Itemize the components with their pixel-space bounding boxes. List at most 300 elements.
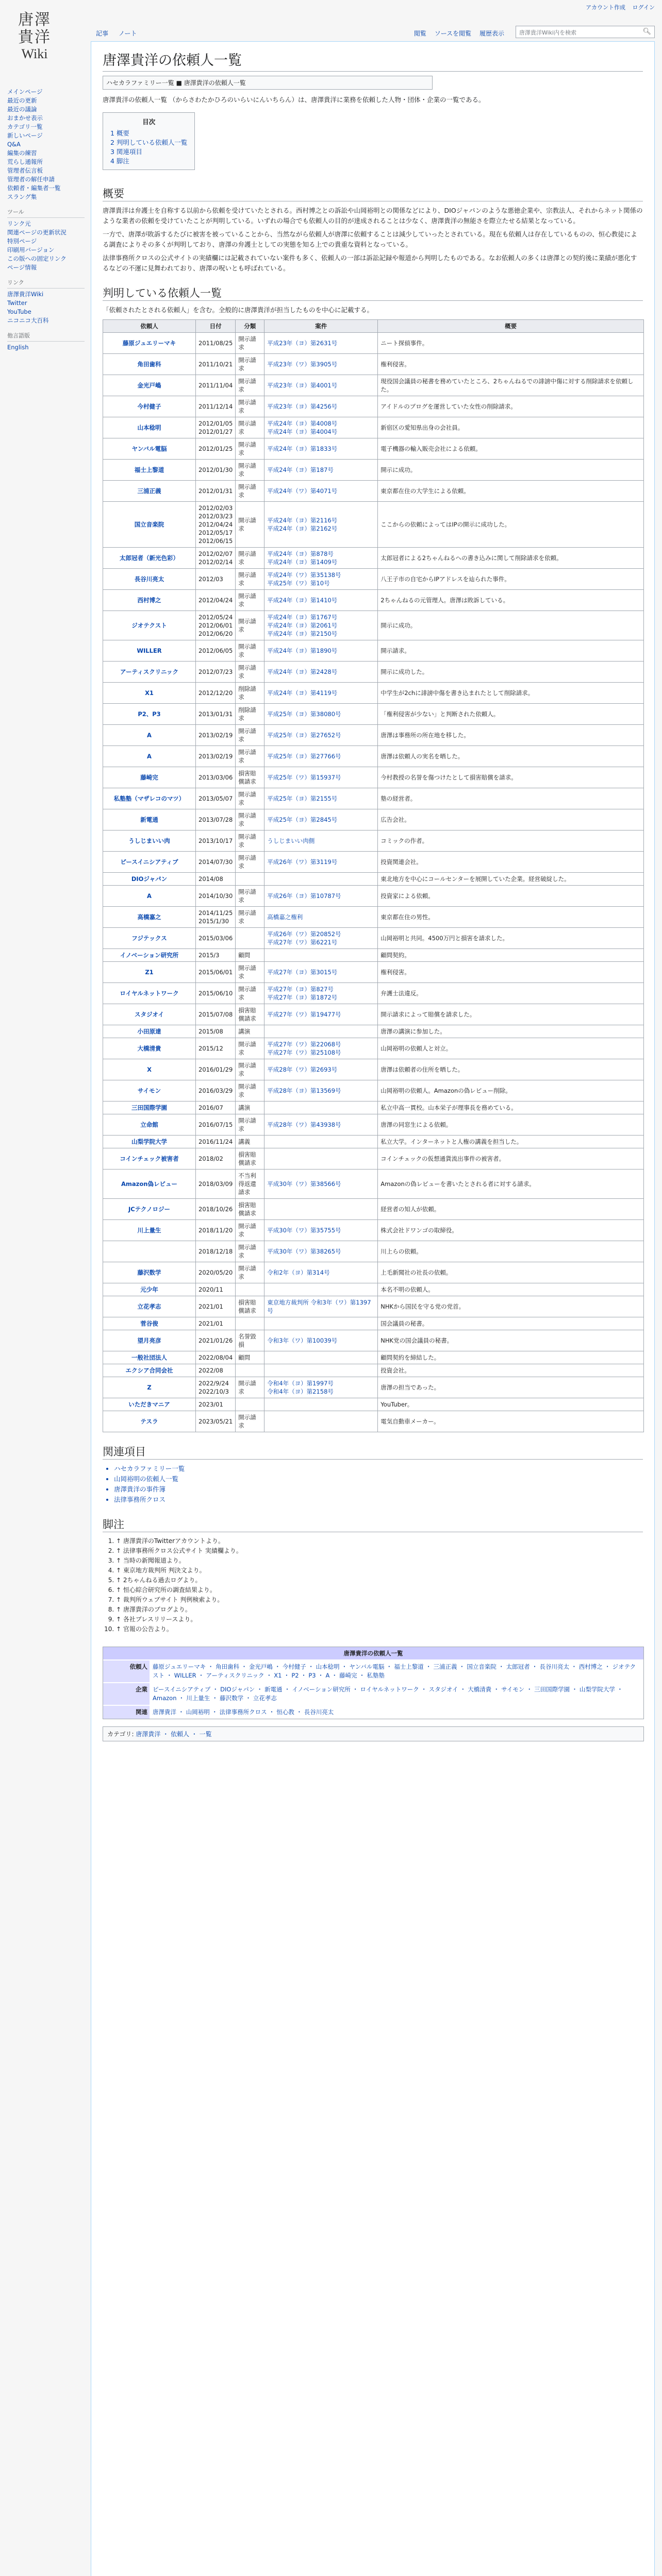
- case-cell[interactable]: 平成24年（ワ）第35138号 平成25年（ワ）第10号: [264, 569, 378, 590]
- table-row: [103, 375, 644, 396]
- sidebar-item[interactable]: 編集の練習: [7, 149, 37, 157]
- client-name-cell[interactable]: 望月亮彦: [103, 1330, 196, 1351]
- summary-cell: 開示に成功。: [378, 611, 644, 640]
- case-cell[interactable]: 東京地方裁判所 令和3年（ワ）第1397号: [264, 1296, 378, 1317]
- case-cell[interactable]: 令和4年（ヨ）第1997号 令和4年（ヨ）第2158号: [264, 1377, 378, 1398]
- related-links: [114, 1464, 643, 1505]
- client-name-cell[interactable]: サイモン: [103, 1080, 196, 1101]
- client-name-cell[interactable]: 元少年: [103, 1283, 196, 1296]
- category-cell: 開示請求: [236, 1241, 264, 1262]
- client-name-cell[interactable]: 長谷川亮太: [103, 569, 196, 590]
- case-cell[interactable]: 平成24年（ヨ）第187号: [264, 460, 378, 481]
- category-cell: 開示請求: [236, 1059, 264, 1080]
- summary-cell: 今村教授の名誉を傷つけたとして損害賠償を請求。: [378, 767, 644, 788]
- navbox: [103, 1647, 644, 1719]
- sidebar-tool-item[interactable]: リンク元: [7, 220, 31, 227]
- toc-item[interactable]: 3 関連項目: [110, 148, 142, 156]
- client-name-cell[interactable]: ロイヤルネットワーク: [103, 983, 196, 1004]
- case-cell[interactable]: 平成26年（ワ）第20852号 平成27年（ワ）第6221号: [264, 928, 378, 949]
- case-cell[interactable]: [264, 1101, 378, 1114]
- date-cell: 2018/03/09: [196, 1170, 236, 1199]
- sidebar-item[interactable]: 管理者の解任申請: [7, 176, 55, 183]
- case-cell[interactable]: 平成24年（ヨ）第1767号 平成24年（ヨ）第2061号 平成24年（ヨ）第2150号: [264, 611, 378, 640]
- date-cell: 2011/11/04: [196, 375, 236, 396]
- date-cell: 2022/9/24 2022/10/3: [196, 1377, 236, 1398]
- client-name-cell[interactable]: いただきマニア: [103, 1398, 196, 1411]
- case-cell[interactable]: 平成27年（ヨ）第3015号: [264, 962, 378, 983]
- navbox-row: [103, 1682, 643, 1705]
- sidebar-item[interactable]: スラング集: [7, 193, 37, 200]
- summary-cell: 私立大学。インターネットと人権の講義を担当した。: [378, 1136, 644, 1148]
- overview-paragraph-1: 唐澤貴洋は弁護士を自称する以前から依頼を受けていたとされる。西村博之との訴訟や山岡裕明との関係などにより、DIOジャパンのような悪徳企業や、宗教法人、それからネット関係のような業者の依頼を受けていたことが判明している。いずれの場合でも依頼人の目的が達成されることは少なく、唐澤貴洋の無能さを際立たせる結果となっている。: [103, 207, 643, 225]
- date-cell: 2021/01/26: [196, 1330, 236, 1351]
- related-link[interactable]: • ハセカラファミリー一覧: [114, 1464, 643, 1474]
- category-cell: 講演: [236, 1025, 264, 1038]
- tab-talk[interactable]: ノート: [118, 30, 137, 37]
- category-cell: 不当利得返還請求: [236, 1170, 264, 1199]
- toc-items: [110, 128, 187, 165]
- sidebar-tool-item[interactable]: 特別ページ: [7, 238, 37, 245]
- date-cell: 2015/08: [196, 1025, 236, 1038]
- case-cell[interactable]: 平成24年（ヨ）第4008号 平成24年（ヨ）第4004号: [264, 417, 378, 438]
- client-name-cell[interactable]: 高橋嘉之: [103, 907, 196, 928]
- navbox-row: [103, 1705, 643, 1719]
- client-name-cell[interactable]: Amazon偽レビュー: [103, 1170, 196, 1199]
- client-name-cell[interactable]: 立命館: [103, 1114, 196, 1136]
- category-cell: 開示請求: [236, 417, 264, 438]
- client-name-cell[interactable]: X: [103, 1059, 196, 1080]
- client-name-cell[interactable]: 今村健子: [103, 396, 196, 417]
- case-cell[interactable]: 平成25年（ワ）第15937号: [264, 767, 378, 788]
- case-cell[interactable]: [264, 1199, 378, 1220]
- col-date[interactable]: 日付: [196, 320, 236, 333]
- case-cell[interactable]: 平成24年（ヨ）第4119号: [264, 683, 378, 704]
- sidebar-item[interactable]: Q&A: [7, 141, 21, 148]
- client-name-cell[interactable]: X1: [103, 683, 196, 704]
- category-cell: 開示請求: [236, 375, 264, 396]
- category-label: カテゴリ: [107, 1731, 132, 1738]
- tab-history[interactable]: 履歴表示: [479, 30, 504, 37]
- client-name-cell[interactable]: 西村博之: [103, 590, 196, 611]
- client-name-cell[interactable]: 国立音楽院: [103, 502, 196, 548]
- case-cell[interactable]: [264, 1398, 378, 1411]
- sidebar-item[interactable]: 管理者伝言板: [7, 167, 43, 174]
- client-name-cell[interactable]: アーティスクリニック: [103, 662, 196, 683]
- table-row: [103, 683, 644, 704]
- case-cell[interactable]: 平成27年（ワ）第19477号: [264, 1004, 378, 1025]
- case-cell[interactable]: 平成25年（ヨ）第27652号: [264, 725, 378, 746]
- table-row: [103, 438, 644, 460]
- client-name-cell[interactable]: 川上量生: [103, 1220, 196, 1241]
- date-cell: 2022/08: [196, 1364, 236, 1377]
- date-cell: 2018/02: [196, 1148, 236, 1170]
- case-cell[interactable]: 平成25年（ヨ）第38080号: [264, 704, 378, 725]
- col-client[interactable]: 依頼人: [103, 320, 196, 333]
- summary-cell: 東京都在住の男性。: [378, 907, 644, 928]
- client-name-cell[interactable]: エクシア合同会社: [103, 1364, 196, 1377]
- client-name-cell[interactable]: ジオテクスト: [103, 611, 196, 640]
- footnote-item: 5. ↑ 2ちゃんねる過去ログより。: [116, 1575, 643, 1585]
- summary-cell: 投資関連会社。: [378, 852, 644, 873]
- date-cell: 2023/05/21: [196, 1411, 236, 1432]
- sidebar-link-item[interactable]: YouTube: [7, 308, 31, 315]
- case-cell[interactable]: 平成28年（ヨ）第13569号: [264, 1080, 378, 1101]
- toc-item[interactable]: 4 脚注: [110, 157, 129, 165]
- sidebar-tools: [7, 219, 85, 272]
- category-cell: 開示請求: [236, 333, 264, 354]
- case-cell[interactable]: [264, 1364, 378, 1377]
- case-cell[interactable]: 令和3年（ワ）第10039号: [264, 1330, 378, 1351]
- client-name-cell[interactable]: 新電通: [103, 809, 196, 831]
- table-row: [103, 746, 644, 767]
- case-cell[interactable]: 平成23年（ワ）第3905号: [264, 354, 378, 375]
- summary-cell: 東京都在住の大学生による依頼。: [378, 481, 644, 502]
- sidebar-tool-item[interactable]: 関連ページの更新状況: [7, 229, 67, 236]
- table-row: [103, 1296, 644, 1317]
- case-cell[interactable]: うしじまいい肉側: [264, 831, 378, 852]
- date-cell: 2023/01: [196, 1398, 236, 1411]
- date-cell: 2012/02/07 2012/02/14: [196, 548, 236, 569]
- case-cell[interactable]: 平成24年（ヨ）第878号 平成24年（ヨ）第1409号: [264, 548, 378, 569]
- tab-view-source[interactable]: ソースを閲覧: [434, 30, 472, 37]
- category-cell: 開示請求: [236, 983, 264, 1004]
- site-logo[interactable]: [6, 11, 63, 68]
- table-row: [103, 1330, 644, 1351]
- search-icon[interactable]: 🔍︎: [642, 28, 651, 36]
- date-cell: 2016/01/29: [196, 1059, 236, 1080]
- category-cell: [236, 1317, 264, 1330]
- category-cell: [236, 928, 264, 949]
- date-cell: 2015/06/10: [196, 983, 236, 1004]
- summary-cell: 弁護士法違反。: [378, 983, 644, 1004]
- date-cell: 2016/11/24: [196, 1136, 236, 1148]
- sidebar-item[interactable]: 依頼者・編集者一覧: [7, 184, 61, 192]
- case-cell[interactable]: [264, 949, 378, 962]
- footnote-item: 8. ↑ 唐澤貴洋のブログより。: [116, 1605, 643, 1615]
- summary-cell: 開示に成功。: [378, 460, 644, 481]
- summary-cell: 株式会社ドワンゴの取締役。: [378, 1220, 644, 1241]
- case-cell[interactable]: 平成23年（ヨ）第2631号: [264, 333, 378, 354]
- table-row: [103, 1283, 644, 1296]
- case-cell[interactable]: 平成25年（ヨ）第2155号: [264, 788, 378, 809]
- date-cell: 2016/03/29: [196, 1080, 236, 1101]
- client-name-cell[interactable]: スタジオイ: [103, 1004, 196, 1025]
- table-row: [103, 1025, 644, 1038]
- category-list[interactable]: 唐澤貴洋 ・ 依頼人 ・ 一覧: [136, 1731, 212, 1738]
- toc-item[interactable]: 1 概要: [110, 129, 129, 137]
- date-cell: 2016/07/15: [196, 1114, 236, 1136]
- summary-cell: NHK党の国会議員の秘書。: [378, 1330, 644, 1351]
- category-cell: 開示請求: [236, 640, 264, 662]
- footnote-item: 3. ↑ 当時の新聞報道より。: [116, 1556, 643, 1566]
- case-cell[interactable]: [264, 1317, 378, 1330]
- date-cell: 2012/05/24 2012/06/01 2012/06/20: [196, 611, 236, 640]
- sidebar-item[interactable]: メインページ: [7, 88, 43, 95]
- sidebar-item[interactable]: 新しいページ: [7, 132, 43, 139]
- category-cell: [236, 873, 264, 886]
- sidebar-item[interactable]: 荒らし通報所: [7, 158, 43, 165]
- case-cell[interactable]: [264, 1136, 378, 1148]
- table-row: [103, 767, 644, 788]
- case-cell[interactable]: [264, 1283, 378, 1296]
- client-name-cell[interactable]: 藤崎完: [103, 767, 196, 788]
- category-cell: 開示請求: [236, 590, 264, 611]
- table-row: [103, 354, 644, 375]
- table-row: [103, 907, 644, 928]
- summary-cell: 顧問契約を締結した。: [378, 1351, 644, 1364]
- summary-cell: コミックの作者。: [378, 831, 644, 852]
- toc-title: 目次: [142, 118, 156, 126]
- sidebar-link-item[interactable]: Twitter: [7, 299, 27, 307]
- date-cell: 2012/01/30: [196, 460, 236, 481]
- summary-cell: 八王子市の自宅からIPアドレスを辿られた事件。: [378, 569, 644, 590]
- case-cell[interactable]: 平成30年（ワ）第38566号: [264, 1170, 378, 1199]
- sidebar-main-nav: [7, 88, 85, 201]
- navbox-title[interactable]: 唐澤貴洋の依頼人一覧: [103, 1647, 643, 1659]
- category-cell: 講義: [236, 1136, 264, 1148]
- category-cell: 開示請求: [236, 1114, 264, 1136]
- category-cell: 開示請求: [236, 886, 264, 907]
- footnote-item: 10. ↑ 官報の公告より。: [116, 1624, 643, 1634]
- client-name-cell[interactable]: Z: [103, 1377, 196, 1398]
- col-summary[interactable]: 概要: [378, 320, 644, 333]
- case-cell[interactable]: 平成24年（ヨ）第1410号: [264, 590, 378, 611]
- client-name-cell[interactable]: DIOジャパン: [103, 873, 196, 886]
- related-link[interactable]: • 山岡裕明の依頼人一覧: [114, 1474, 643, 1484]
- client-name-cell[interactable]: 太郎冠者（新光色彩）: [103, 548, 196, 569]
- date-cell: 2018/10/26: [196, 1199, 236, 1220]
- sidebar-item[interactable]: 最近の議論: [7, 106, 37, 113]
- client-name-cell[interactable]: 山本稔明: [103, 417, 196, 438]
- navbox-list[interactable]: 藤原ジュエリーマキ ・ 角田歯科 ・ 金光戸嶋 ・ 今村健子 ・ 山本稔明 ・ ヤンバル電脳 ・ 福士上黎道 ・ 三浦正義 ・ 国立音楽院 ・ 太郎冠者 ・ 長谷川亮太 ・ 西村博之 ・ ジオテクスト ・ WILLER ・ アーティスクリニック ・ X1 ・ P2 ・ P3 ・ A ・ 藤崎完 ・ 私塾塾: [150, 1660, 643, 1682]
- date-cell: 2012/02/03 2012/03/23 2012/04/24 2012/05/17 2012/06/15: [196, 502, 236, 548]
- tab-article[interactable]: 記事: [96, 30, 109, 37]
- category-cell: 開示請求: [236, 548, 264, 569]
- date-cell: 2012/01/05 2012/01/27: [196, 417, 236, 438]
- summary-cell: 私立中高一貫校。山本栄子が理事長を務めている。: [378, 1101, 644, 1114]
- client-name-cell[interactable]: Z1: [103, 962, 196, 983]
- table-row: [103, 1398, 644, 1411]
- navbox-list[interactable]: ピースイニシアティブ ・ DIOジャパン ・ 新電通 ・ イノベーション研究所 ・ ロイヤルネットワーク ・ スタジオイ ・ 大橋清貴 ・ サイモン ・ 三田国際学園 ・ 山梨学院大学 ・ Amazon ・ 川上量生 ・ 藤沢数学 ・ 立花孝志: [150, 1683, 643, 1705]
- client-name-cell[interactable]: 藤原ジュエリーマキ: [103, 333, 196, 354]
- case-cell[interactable]: 平成24年（ワ）第4071号: [264, 481, 378, 502]
- date-cell: 2016/07: [196, 1101, 236, 1114]
- category-cell: 開示請求: [236, 788, 264, 809]
- client-name-cell[interactable]: [103, 1241, 196, 1262]
- client-name-cell[interactable]: 立花孝志: [103, 1296, 196, 1317]
- client-name-cell[interactable]: イノベーション研究所: [103, 949, 196, 962]
- navbox-list[interactable]: 唐澤貴洋 ・ 山岡裕明 ・ 法律事務所クロス ・ 恒心教 ・ 長谷川亮太: [150, 1706, 643, 1719]
- summary-cell: 国会議員の秘書。: [378, 1317, 644, 1330]
- case-cell[interactable]: 平成27年（ワ）第22068号 平成27年（ワ）第25108号: [264, 1038, 378, 1059]
- case-cell[interactable]: 平成30年（ワ）第38265号: [264, 1241, 378, 1262]
- client-name-cell[interactable]: テスラ: [103, 1411, 196, 1432]
- table-row: [103, 1220, 644, 1241]
- table-row: [103, 1059, 644, 1080]
- client-name-cell[interactable]: 一般社団法人: [103, 1351, 196, 1364]
- date-cell: 2014/07/30: [196, 852, 236, 873]
- table-of-contents: [103, 112, 195, 170]
- client-name-cell[interactable]: 小田原達: [103, 1025, 196, 1038]
- case-cell[interactable]: 平成26年（ワ）第3119号: [264, 852, 378, 873]
- overview-paragraph-3: 法律事務所クロスの公式サイトの実績欄には記載されていない案件も多く、依頼人の一部は訴訟記録や報道から判明したものである。なお依頼人の多くは唐澤との契約後に業績が悪化するなどの不運に見舞われており、唐澤の呪いとも呼ばれている。: [103, 254, 637, 272]
- summary-cell: 開示請求によって賠償を請求した。: [378, 1004, 644, 1025]
- summary-cell: 経営者の知人が依頼。: [378, 1199, 644, 1220]
- sidebar-link-item[interactable]: 唐澤貴洋Wiki: [7, 291, 44, 298]
- table-row: [103, 569, 644, 590]
- client-name-cell[interactable]: フジテックス: [103, 928, 196, 949]
- case-cell[interactable]: 平成24年（ヨ）第1833号: [264, 438, 378, 460]
- client-name-cell[interactable]: うしじまいい肉: [103, 831, 196, 852]
- sidebar-item[interactable]: 最近の更新: [7, 97, 37, 104]
- case-cell[interactable]: 平成26年（ヨ）第10787号: [264, 886, 378, 907]
- category-cell: 開示請求: [236, 725, 264, 746]
- client-name-cell[interactable]: 大橋清貴: [103, 1038, 196, 1059]
- date-cell: 2015/3: [196, 949, 236, 962]
- sidebar-tools-heading: ツール: [7, 208, 85, 218]
- summary-cell: Amazonの偽レビューを書いたとされる者に対する請求。: [378, 1170, 644, 1199]
- case-cell[interactable]: 平成27年（ヨ）第827号 平成27年（ヨ）第1872号: [264, 983, 378, 1004]
- table-row: [103, 886, 644, 907]
- date-cell: 2012/03: [196, 569, 236, 590]
- category-cell: [236, 1364, 264, 1377]
- sidebar-tool-item[interactable]: ページ情報: [7, 264, 37, 271]
- case-cell[interactable]: [264, 1025, 378, 1038]
- category-cell: [236, 1398, 264, 1411]
- client-name-cell[interactable]: A: [103, 886, 196, 907]
- client-name-cell[interactable]: 角田歯科: [103, 354, 196, 375]
- related-link[interactable]: • 唐澤貴洋の事件簿: [114, 1484, 643, 1495]
- case-cell[interactable]: 平成24年（ヨ）第2428号: [264, 662, 378, 683]
- table-row: [103, 333, 644, 354]
- sidebar-tool-item[interactable]: この版への固定リンク: [7, 255, 67, 262]
- date-cell: 2011/12/14: [196, 396, 236, 417]
- summary-cell: ニート探偵事件。: [378, 333, 644, 354]
- table-row: [103, 928, 644, 949]
- summary-cell: 投資会社。: [378, 1364, 644, 1377]
- footnote-item: 4. ↑ 東京地方裁判所 判決文より。: [116, 1566, 643, 1575]
- case-cell[interactable]: 令和2年（ヨ）第314号: [264, 1262, 378, 1283]
- sidebar-item[interactable]: おまかせ表示: [7, 114, 43, 122]
- client-name-cell[interactable]: JCテクノロジー: [103, 1199, 196, 1220]
- col-category[interactable]: 分類: [236, 320, 264, 333]
- case-cell[interactable]: 平成30年（ワ）第35755号: [264, 1220, 378, 1241]
- personal-tools: [581, 3, 655, 11]
- summary-cell: 山岡裕明の依頼人。Amazonの偽レビュー削除。: [378, 1080, 644, 1101]
- client-name-cell[interactable]: 金光戸嶋: [103, 375, 196, 396]
- table-row: [103, 1364, 644, 1377]
- related-link[interactable]: • 法律事務所クロス: [114, 1495, 643, 1505]
- sidebar-links-heading: リンク: [7, 278, 85, 289]
- date-cell: 2013/05/07: [196, 788, 236, 809]
- section-list-heading: 判明している依頼人一覧: [103, 285, 643, 301]
- summary-cell: 唐澤の同窓生による依頼。: [378, 1114, 644, 1136]
- client-name-cell[interactable]: 菅谷俊: [103, 1317, 196, 1330]
- tab-read[interactable]: 閲覧: [413, 30, 426, 37]
- table-row: [103, 1170, 644, 1199]
- client-name-cell[interactable]: ヤンバル電脳: [103, 438, 196, 460]
- case-cell[interactable]: 平成25年（ヨ）第27766号: [264, 746, 378, 767]
- sidebar-other: [7, 343, 85, 352]
- table-row: [103, 1136, 644, 1148]
- summary-cell: 電子機器の輸入販売会社による依頼。: [378, 438, 644, 460]
- footnote-item: 9. ↑ 各社プレスリリースより。: [116, 1615, 643, 1624]
- date-cell: 2013/07/28: [196, 809, 236, 831]
- client-name-cell[interactable]: 三浦正義: [103, 481, 196, 502]
- sidebar-language-item[interactable]: English: [7, 344, 29, 351]
- summary-cell: ここからの依頼によってはIPの開示に成功した。: [378, 502, 644, 548]
- table-row: [103, 1114, 644, 1136]
- client-name-cell[interactable]: 福士上黎道: [103, 460, 196, 481]
- create-account-link[interactable]: アカウント作成: [586, 4, 626, 11]
- client-name-cell[interactable]: 山梨学院大学: [103, 1136, 196, 1148]
- col-case[interactable]: 案件: [264, 320, 378, 333]
- case-cell[interactable]: [264, 1351, 378, 1364]
- sidebar-item[interactable]: カテゴリ一覧: [7, 123, 43, 130]
- category-cell: 開示請求: [236, 481, 264, 502]
- category-cell: 開示請求: [236, 1411, 264, 1432]
- case-cell[interactable]: 平成25年（ヨ）第2845号: [264, 809, 378, 831]
- case-cell[interactable]: [264, 1148, 378, 1170]
- table-row: [103, 396, 644, 417]
- footnote-item: 7. ↑ 裁判所ウェブサイト 判例検索より。: [116, 1595, 643, 1605]
- table-row: [103, 788, 644, 809]
- client-name-cell[interactable]: 藤沢数学: [103, 1262, 196, 1283]
- client-name-cell[interactable]: A: [103, 725, 196, 746]
- table-row: [103, 1004, 644, 1025]
- sidebar-tool-item[interactable]: 印刷用バージョン: [7, 246, 55, 253]
- case-cell[interactable]: 平成23年（ヨ）第4256号: [264, 396, 378, 417]
- category-cell: 削除請求: [236, 704, 264, 725]
- case-cell[interactable]: 平成28年（ワ）第43938号: [264, 1114, 378, 1136]
- case-cell[interactable]: [264, 873, 378, 886]
- summary-cell: 電気自動車メーカー。: [378, 1411, 644, 1432]
- client-name-cell[interactable]: WILLER: [103, 640, 196, 662]
- overview-paragraph-2: 一方で、唐澤が敗訴するたびに被害を被っていることから、当然ながら依頼人が唐澤に依頼することは減少していったとされている。現在も依頼人は存在しているものの、恒心教徒による調査によりその多くが判明しており、唐澤の弁護士としての実態を知る上での貴重な資料となっている。: [103, 230, 637, 248]
- date-cell: 2021/01: [196, 1317, 236, 1330]
- main-content: [91, 41, 655, 2576]
- case-cell[interactable]: 平成23年（ヨ）第4001号: [264, 375, 378, 396]
- case-cell[interactable]: 平成24年（ヨ）第2116号 平成24年（ヨ）第2162号: [264, 502, 378, 548]
- client-table: [103, 319, 644, 1432]
- category-cell: 開示請求: [236, 460, 264, 481]
- case-cell[interactable]: [264, 1411, 378, 1432]
- case-cell[interactable]: 平成24年（ヨ）第1890号: [264, 640, 378, 662]
- related-box[interactable]: ハセカラファミリー一覧 ■ 唐澤貴洋の依頼人一覧: [103, 76, 433, 90]
- client-name-cell[interactable]: P2、P3: [103, 704, 196, 725]
- summary-cell: 開示請求。: [378, 640, 644, 662]
- table-row: [103, 1317, 644, 1330]
- table-row: [103, 611, 644, 640]
- sidebar-link-item[interactable]: ニコニコ大百科: [7, 317, 49, 324]
- table-row: [103, 725, 644, 746]
- table-row: [103, 460, 644, 481]
- case-cell[interactable]: 高橋嘉之権利: [264, 907, 378, 928]
- client-name-cell[interactable]: ピースイニシアティブ: [103, 852, 196, 873]
- client-name-cell[interactable]: A: [103, 746, 196, 767]
- login-link[interactable]: ログイン: [632, 4, 655, 11]
- search-input[interactable]: [516, 26, 655, 38]
- client-name-cell[interactable]: 私塾塾（マザレコのマツ）: [103, 788, 196, 809]
- client-name-cell[interactable]: 三田国際学園: [103, 1101, 196, 1114]
- summary-cell: 山岡裕明の依頼人と対立。: [378, 1038, 644, 1059]
- table-row: [103, 481, 644, 502]
- date-cell: 2012/01/31: [196, 481, 236, 502]
- client-name-cell[interactable]: コインチェック被害者: [103, 1148, 196, 1170]
- date-cell: 2014/11/25 2015/1/30: [196, 907, 236, 928]
- toc-item[interactable]: 2 判明している依頼人一覧: [110, 139, 188, 146]
- case-cell[interactable]: 平成28年（ワ）第2693号: [264, 1059, 378, 1080]
